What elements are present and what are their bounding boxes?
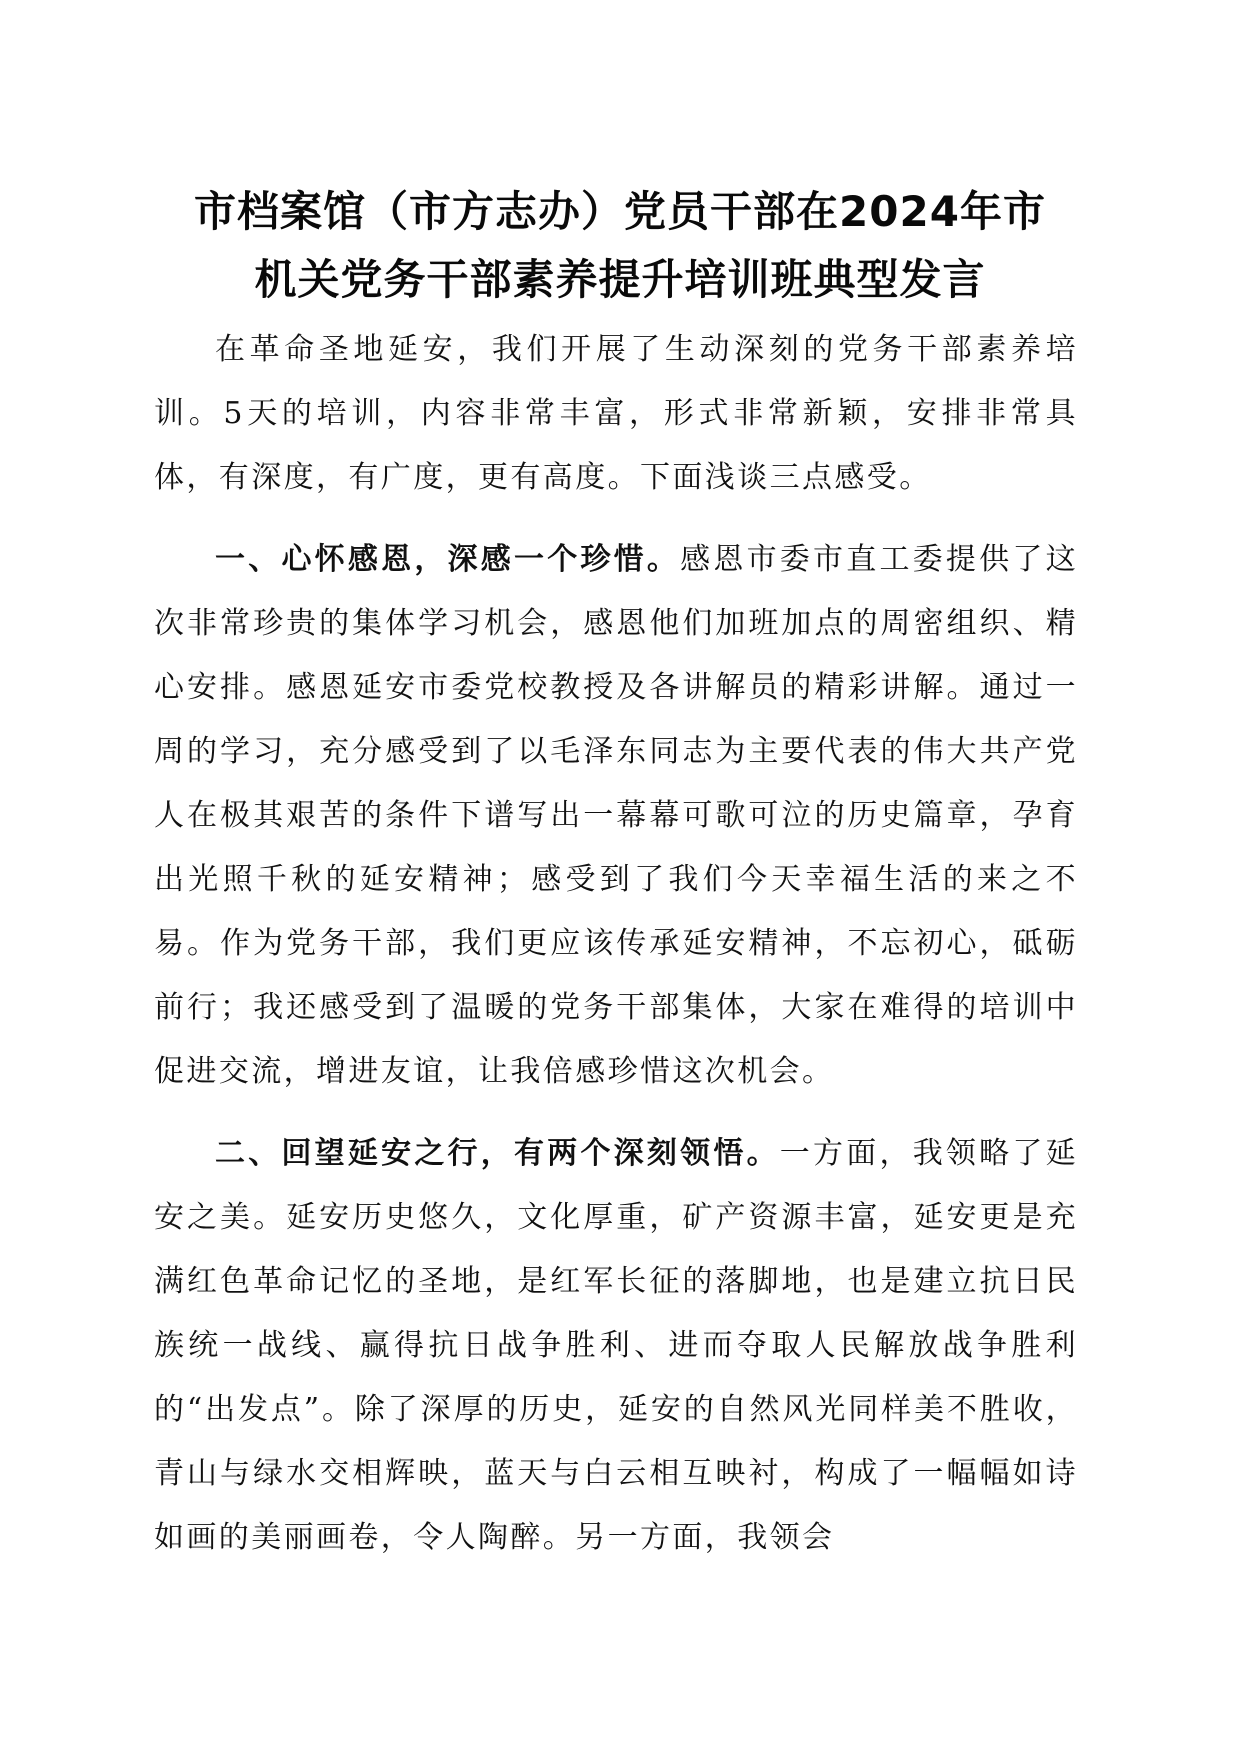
paragraph-text: 一方面，我领略了延安之美。延安历史悠久，文化厚重，矿产资源丰富，延安更是充满红色革命记忆的圣地，是红军长征的落脚地，也是建立抗日民族统一战线、赢得抗日战争胜利、进而夺取人民解放战争胜利的“出发点”。除了深厚的历史，延安的自然风光同样美不胜收，青山与绿水交相辉映，蓝天与白云相互映衬，构成了一幅幅如诗如画的美丽画卷，令人陶醉。另一方面，我领会 — [154, 1136, 1078, 1555]
section-heading: 二、回望延安之行，有两个深刻领悟。 — [215, 1136, 780, 1171]
paragraph-text: 感恩市委市直工委提供了这次非常珍贵的集体学习机会，感恩他们加班加点的周密组织、精心安排。感恩延安市委党校教授及各讲解员的精彩讲解。通过一周的学习，充分感受到了以毛泽东同志为主要代表的伟大共产党人在极其艰苦的条件下谱写出一幕幕可歌可泣的历史篇章，孕育出光照千秋的延安精神；感受到了我们今天幸福生活的来之不易。作为党务干部，我们更应该传承延安精神，不忘初心，砥砺前行；我还感受到了温暖的党务干部集体，大家在难得的培训中促进交流，增进友谊，让我倍感珍惜这次机会。 — [154, 542, 1078, 1089]
title-line-2: 机关党务干部素养提升培训班典型发言 — [254, 255, 986, 304]
paragraph-section-2 — [154, 1122, 1078, 1570]
paragraph-intro — [154, 318, 1078, 510]
paragraph-section-1 — [154, 528, 1078, 1104]
document-title — [150, 178, 1090, 314]
paragraph-text: 在革命圣地延安，我们开展了生动深刻的党务干部素养培训。5天的培训，内容非常丰富，形式非常新颖，安排非常具体，有深度，有广度，更有高度。下面浅谈三点感受。 — [154, 332, 1078, 495]
document-body — [154, 318, 1078, 1588]
section-heading: 一、心怀感恩，深感一个珍惜。 — [215, 542, 681, 577]
title-line-1: 市档案馆（市方志办）党员干部在2024年市 — [194, 187, 1046, 236]
